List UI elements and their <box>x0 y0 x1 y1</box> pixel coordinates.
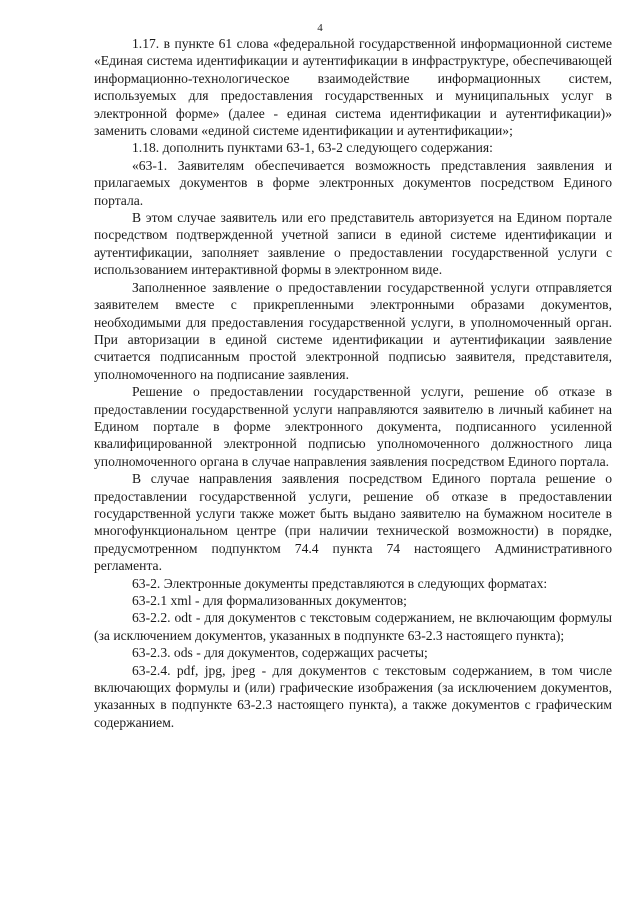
paragraph-63-2-4: 63-2.4. pdf, jpg, jpeg - для документов с текстовым содержанием, в том числе включающих формулы и (или) графические изображения (за исключением документов, указанных в подпункте 63-2.3 настоящего пункта), а также документов с графическим содержанием. <box>94 662 612 730</box>
paragraph-paper-copy: В случае направления заявления посредством Единого портала решение о предоставлении государственной услуги, решение об отказе в предоставлении государственной услуги также может быть выдано заявителю на бумажном носителе в многофункциональном центре (при наличии технической возможности) в порядке, предусмотренном подпунктом 74.4 пункта 74 настоящего Административного регламента. <box>94 471 612 574</box>
paragraph-authorization: В этом случае заявитель или его представитель авторизуется на Едином портале посредством подтвержденной учетной записи в единой системе идентификации и аутентификации, заполняет заявление о предоставлении государственной услуги с использованием интерактивной формы в электронном виде. <box>94 210 612 278</box>
paragraph-63-2-1: 63-2.1 xml - для формализованных документов; <box>132 593 407 608</box>
paragraph-63-1: «63-1. Заявителям обеспечивается возможность представления заявления и прилагаемых документов в форме электронных документов посредством Единого портала. <box>94 157 612 208</box>
paragraph-63-2: 63-2. Электронные документы представляются в следующих форматах: <box>132 575 548 591</box>
paragraph-63-2-3: 63-2.3. ods - для документов, содержащих расчеты; <box>132 645 428 661</box>
paragraph-1-17: 1.17. в пункте 61 слова «федеральной государственной информационной системе «Единая система идентификации и аутентификации в инфраструктуре, обеспечивающей информационно-технологическое взаимодействие информационных систем, используемых для предоставления государственных и муниципальных услуг в электронной форме» (далее - единая система идентификации и аутентификации)» заменить словами «единой системе идентификации и аутентификации»; <box>94 36 612 139</box>
paragraph-63-2-2: 63-2.2. odt - для документов с текстовым содержанием, не включающим формулы (за исключением документов, указанных в подпункте 63-2.3 настоящего пункта); <box>94 610 612 643</box>
paragraph-decision: Решение о предоставлении государственной услуги, решение об отказе в предоставлении государственной услуги направляются заявителю в личный кабинет на Едином портале в форме электронного документа, подписанного усиленной квалифицированной электронной подписью уполномоченного должностного лица уполномоченного органа в случае направления заявления посредством Единого портала. <box>94 384 612 469</box>
page-number: 4 <box>317 22 323 34</box>
paragraph-1-18: 1.18. дополнить пунктами 63-1, 63-2 следующего содержания: <box>132 140 493 156</box>
document-body <box>94 35 612 731</box>
paragraph-submission: Заполненное заявление о предоставлении государственной услуги отправляется заявителем вместе с прикрепленными электронными образами документов, необходимыми для предоставления государственной услуги, в уполномоченный орган. При авторизации в единой системе идентификации и аутентификации заявление считается подписанным простой электронной подписью заявителя, представителя, уполномоченного на подписание заявления. <box>94 279 612 382</box>
